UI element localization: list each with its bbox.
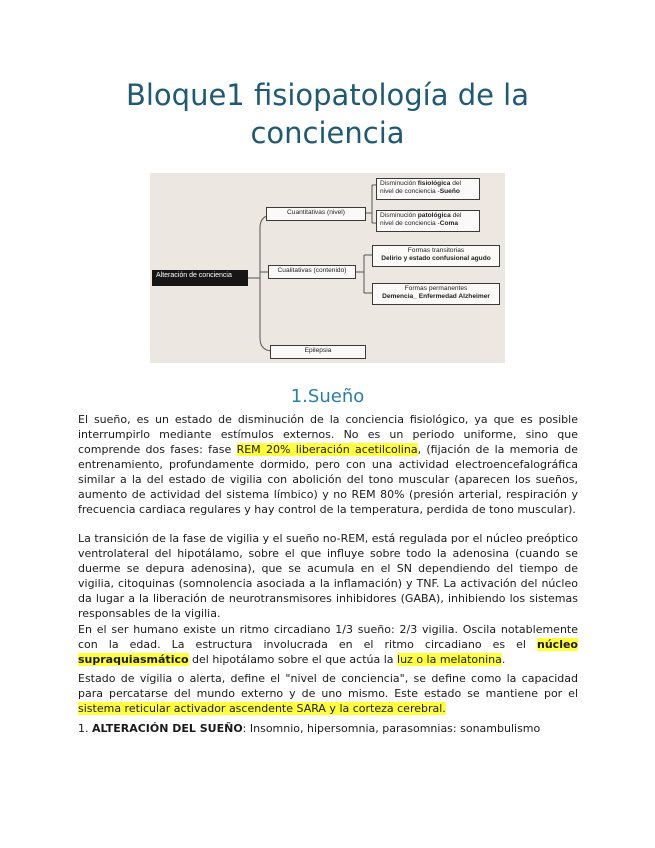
sueno-node: Disminución fisiológica del nivel de conciencia -Sueño	[376, 178, 480, 200]
title-line-2: conciencia	[250, 116, 405, 150]
formas-transitorias-node: Formas transitorias Delirio y estado confusional agudo	[372, 245, 500, 267]
cualitativas-brace	[356, 255, 372, 293]
paragraph-sueno: El sueño, es un estado de disminución de la conciencia fisiológico, ya que es posible interrumpirlo mediante estímulos externos. No es un periodo uniforme, sino que comprende dos fases: fase REM 20% liberación acetilcolina, (fijación de la memoria de entrenamiento, profundamente dormido, pero con una actividad electroencefalográfica similar a la del estado de vigilia con abolición del tono muscular (aparecen los sueños, aumento de actividad del sistema límbico) y no REM 80% (presión arterial, respiración y frecuencia cardiaca regulares y hay control de la temperatura, perdida de tono muscular).	[78, 413, 578, 516]
formas-permanentes-node: Formas permanentes Demencia_ Enfermedad Alzheimer	[372, 283, 500, 305]
paragraph-ritmo-circadiano: En el ser humano existe un ritmo circadiano 1/3 sueño: 2/3 vigilia. Oscila notablemente con la edad. La estructura involucrada en el ritmo circadiano es el núcleo supraquiasmático del hipotálamo sobre el que actúa la luz o la melatonina.	[78, 623, 578, 666]
paragraph-transicion: La transición de la fase de vigilia y el sueño no-REM, está regulada por el núcleo preóptico ventrolateral del hipotálamo, sobre el que influye sobre todo la adenosina (cuando se duerme se depura adenosina), que se acumula en el SN dependiendo del tiempo de vigilia, citoquinas (somnolencia asociada a la inflamación) y TNF. La activación del núcleo da lugar a la liberación de neurotransmisores inhibidores (GABA), inhibiendo los sistemas responsables de la vigilia.	[78, 532, 578, 620]
highlight-nucleo: núcleo supraquiasmático	[78, 638, 578, 666]
consciousness-alteration-diagram	[150, 173, 505, 363]
highlight-rem: REM 20% liberación acetilcolina	[236, 443, 418, 456]
root-node: Alteración de conciencia	[152, 270, 248, 286]
title-line-1: Bloque1 fisiopatología de la	[125, 78, 529, 112]
highlight-luz: luz o la melatonina	[397, 653, 502, 666]
paragraph-vigilia: Estado de vigilia o alerta, define el "nivel de conciencia", se define como la capacidad para percatarse del mundo externo y de uno mismo. Este estado se mantiene por el sistema reticular activador ascendente SARA y la corteza cerebral.	[78, 672, 578, 715]
highlight-sara: sistema reticular activador ascendente SARA y la corteza cerebral.	[78, 702, 446, 715]
cualitativas-node: Cualitativas (contenido)	[268, 265, 356, 279]
document-title	[60, 76, 595, 152]
cuantitativas-brace	[366, 185, 376, 223]
list-item-alteracion-sueno: 1. ALTERACIÓN DEL SUEÑO: Insomnio, hipersomnia, parasomnias: sonambulismo	[78, 722, 541, 735]
cuantitativas-node: Cuantitativas (nivel)	[266, 207, 366, 221]
main-brace	[260, 215, 273, 351]
section-title-sueno: 1.Sueño	[290, 386, 365, 407]
epilepsia-node: Epilepsia	[270, 345, 366, 359]
coma-node: Disminución patológica del nivel de conciencia -Coma	[376, 210, 480, 232]
